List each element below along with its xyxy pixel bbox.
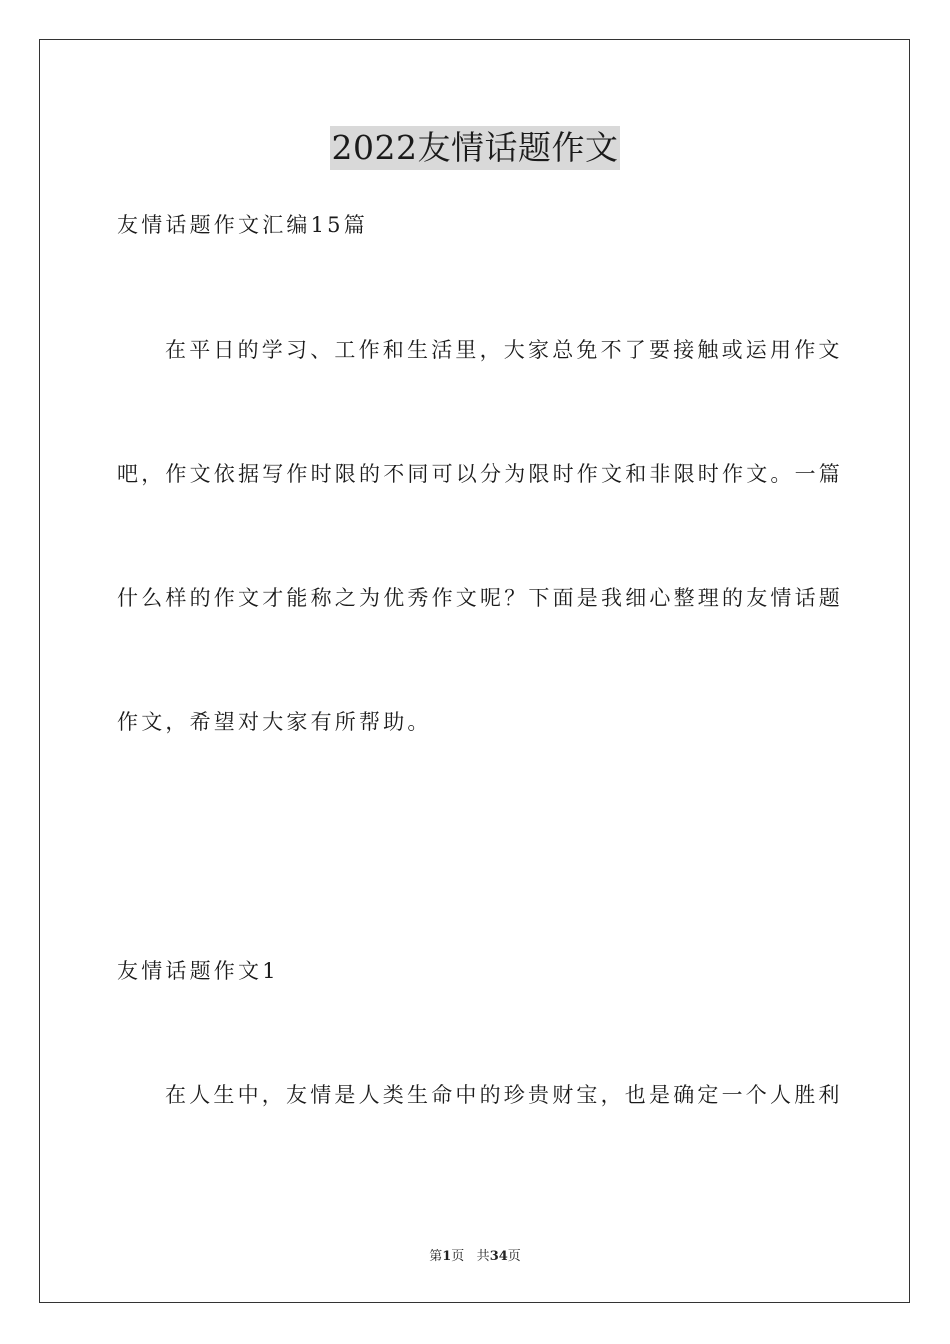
footer-total-prefix: 共	[476, 1249, 490, 1264]
title-container	[0, 126, 950, 170]
intro-line-3: 什么样的作文才能称之为优秀作文呢？下面是我细心整理的友情话题	[117, 586, 843, 610]
intro-line-2: 吧，作文依据写作时限的不同可以分为限时作文和非限时作文。一篇	[117, 462, 843, 486]
intro-line-4: 作文，希望对大家有所帮助。	[117, 710, 432, 734]
footer-page-prefix: 第	[429, 1249, 443, 1264]
footer-page-suffix: 页	[451, 1249, 465, 1264]
intro-line-1: 在平日的学习、工作和生活里，大家总免不了要接触或运用作文	[165, 338, 843, 362]
footer-total-suffix: 页	[507, 1249, 521, 1264]
footer-total-pages: 34	[489, 1249, 508, 1264]
section-first-line: 在人生中，友情是人类生命中的珍贵财宝，也是确定一个人胜利	[165, 1083, 843, 1107]
footer-page-number: 1	[442, 1249, 452, 1264]
section-heading: 友情话题作文1	[117, 959, 279, 983]
document-subtitle: 友情话题作文汇编15篇	[117, 213, 368, 237]
page-footer	[0, 1248, 950, 1266]
document-title: 2022友情话题作文	[330, 126, 621, 170]
